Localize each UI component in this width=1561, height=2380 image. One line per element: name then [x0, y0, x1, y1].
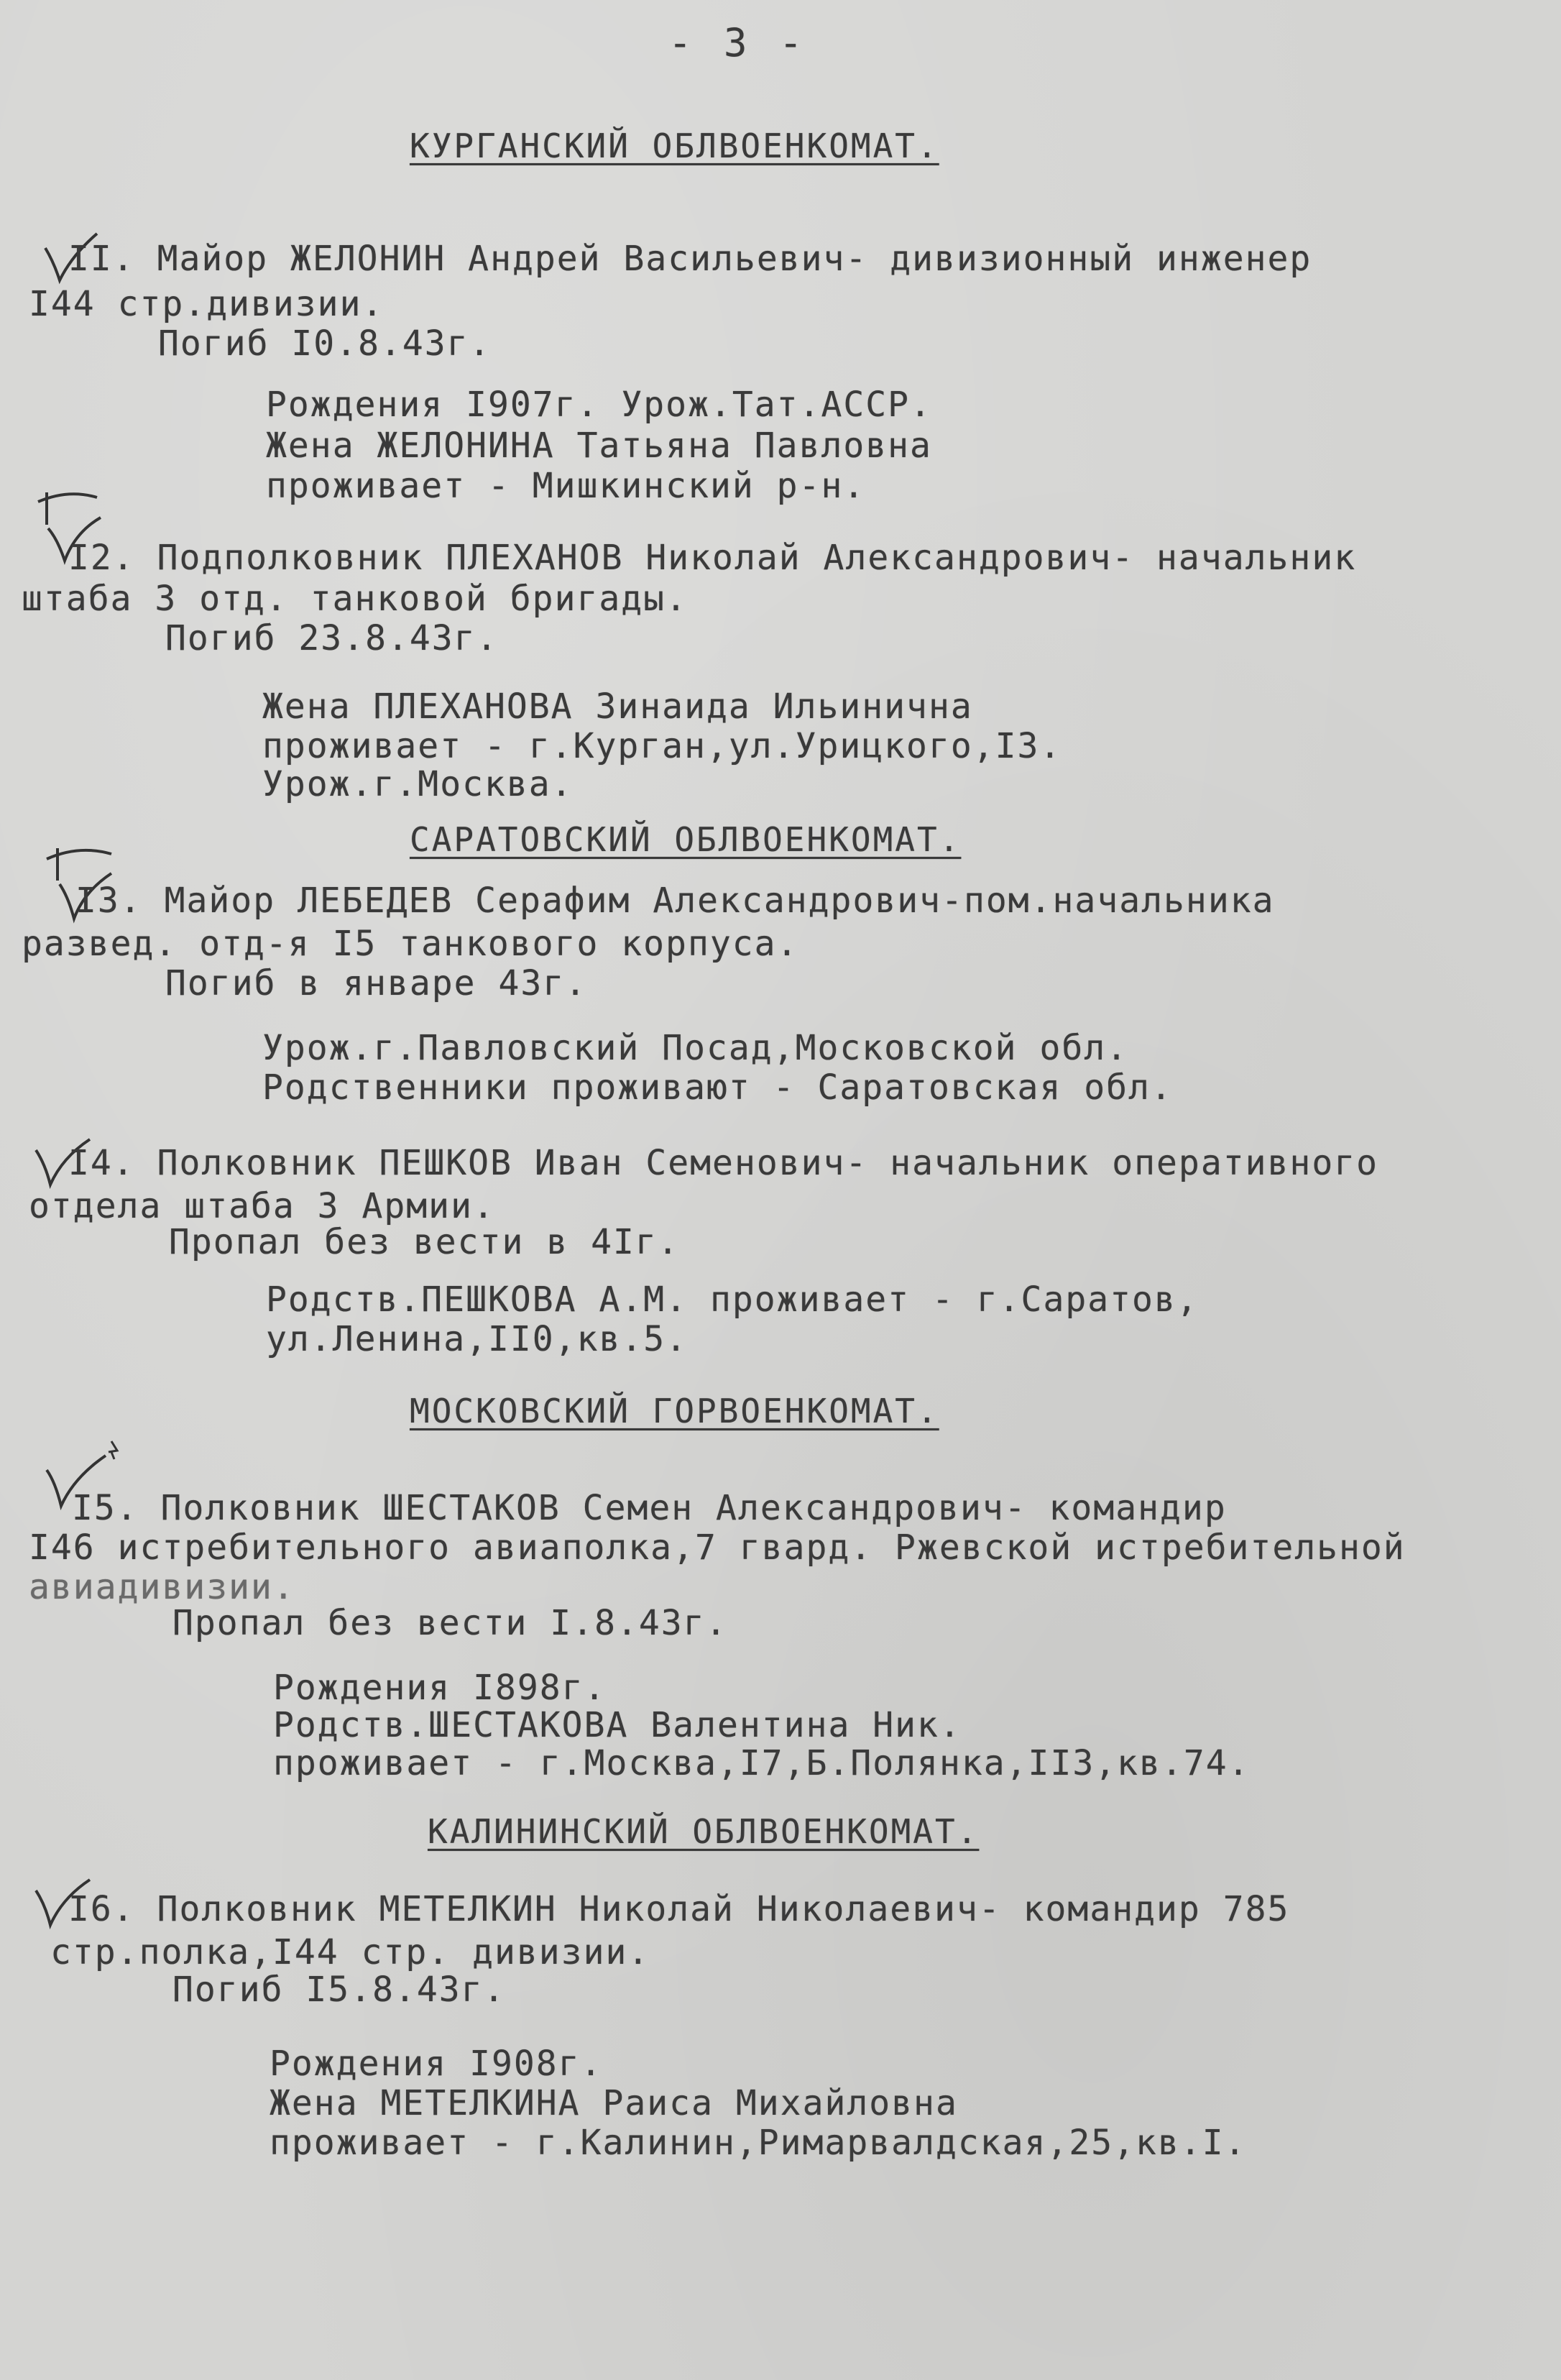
page-number: - 3 -	[668, 20, 807, 65]
entry-16-detail-1: Рождения I908г.	[270, 2044, 603, 2084]
entry-15-line-3: авиадивизии.	[29, 1567, 295, 1607]
entry-14-detail-1: Родств.ПЕШКОВА А.М. проживает - г.Саратов,	[266, 1279, 1199, 1320]
entry-16-line-3: Погиб I5.8.43г.	[172, 1970, 506, 2010]
entry-11-line-1: II. Майор ЖЕЛОНИН Андрей Васильевич- дивизионный инженер	[68, 239, 1312, 279]
entry-11-detail-1: Рождения I907г. Урож.Тат.АССР.	[266, 385, 932, 425]
section-heading-saratov: САРАТОВСКИЙ ОБЛВОЕНКОМАТ.	[410, 820, 962, 859]
entry-11-detail-3: проживает - Мишкинский р-н.	[266, 466, 866, 506]
entry-11-line-2: I44 стр.дивизии.	[29, 284, 385, 324]
entry-15-line-4: Пропал без вести I.8.43г.	[172, 1603, 728, 1643]
entry-11-line-3: Погиб I0.8.43г.	[158, 323, 492, 364]
entry-12-detail-1: Жена ПЛЕХАНОВА Зинаида Ильинична	[262, 686, 973, 727]
entry-11-detail-2: Жена ЖЕЛОНИНА Татьяна Павловна	[266, 426, 932, 466]
entry-13-detail-2: Родственники проживают - Саратовская обл.	[262, 1067, 1173, 1108]
entry-15-detail-1: Рождения I898г.	[273, 1668, 607, 1708]
entry-12-line-3: Погиб 23.8.43г.	[165, 618, 499, 658]
entry-12-line-1: I2. Подполковник ПЛЕХАНОВ Николай Александрович- начальник	[68, 538, 1357, 578]
entry-13-detail-1: Урож.г.Павловский Посад,Московской обл.	[262, 1028, 1129, 1068]
entry-16-detail-2: Жена МЕТЕЛКИНА Раиса Михайловна	[270, 2083, 958, 2123]
entry-14-line-2: отдела штаба 3 Армии.	[29, 1186, 495, 1226]
entry-13-line-1: I3. Майор ЛЕБЕДЕВ Серафим Александрович-пом.начальника	[75, 881, 1275, 921]
entry-15-detail-3: проживает - г.Москва,I7,Б.Полянка,II3,кв.74.	[273, 1743, 1251, 1783]
entry-14-line-3: Пропал без вести в 4Iг.	[169, 1222, 680, 1262]
section-heading-kalinin: КАЛИНИНСКИЙ ОБЛВОЕНКОМАТ.	[428, 1812, 980, 1851]
entry-12-detail-2: проживает - г.Курган,ул.Урицкого,I3.	[262, 726, 1062, 766]
entry-14-detail-2: ул.Ленина,II0,кв.5.	[266, 1319, 689, 1359]
section-heading-moscow: МОСКОВСКИЙ ГОРВОЕНКОМАТ.	[410, 1392, 939, 1430]
entry-16-detail-3: проживает - г.Калинин,Римарвалдская,25,кв.I.	[270, 2123, 1247, 2163]
entry-16-line-1: I6. Полковник МЕТЕЛКИН Николай Николаевич- командир 785	[68, 1889, 1290, 1929]
entry-15-line-2: I46 истребительного авиаполка,7 гвард. Ржевской истребительной	[29, 1527, 1406, 1568]
entry-15-line-1: I5. Полковник ШЕСТАКОВ Семен Александрович- командир	[72, 1488, 1227, 1528]
entry-16-line-2: стр.полка,I44 стр. дивизии.	[50, 1932, 650, 1972]
entry-14-line-1: I4. Полковник ПЕШКОВ Иван Семенович- начальник оперативного	[68, 1143, 1379, 1183]
entry-12-line-2: штаба 3 отд. танковой бригады.	[22, 579, 688, 619]
entry-13-line-2: развед. отд-я I5 танкового корпуса.	[22, 924, 799, 964]
section-heading-kurgan: КУРГАНСКИЙ ОБЛВОЕНКОМАТ.	[410, 127, 939, 165]
entry-13-line-3: Погиб в январе 43г.	[165, 963, 588, 1003]
entry-12-detail-3: Урож.г.Москва.	[262, 764, 574, 804]
entry-15-detail-2: Родств.ШЕСТАКОВА Валентина Ник.	[273, 1705, 962, 1745]
